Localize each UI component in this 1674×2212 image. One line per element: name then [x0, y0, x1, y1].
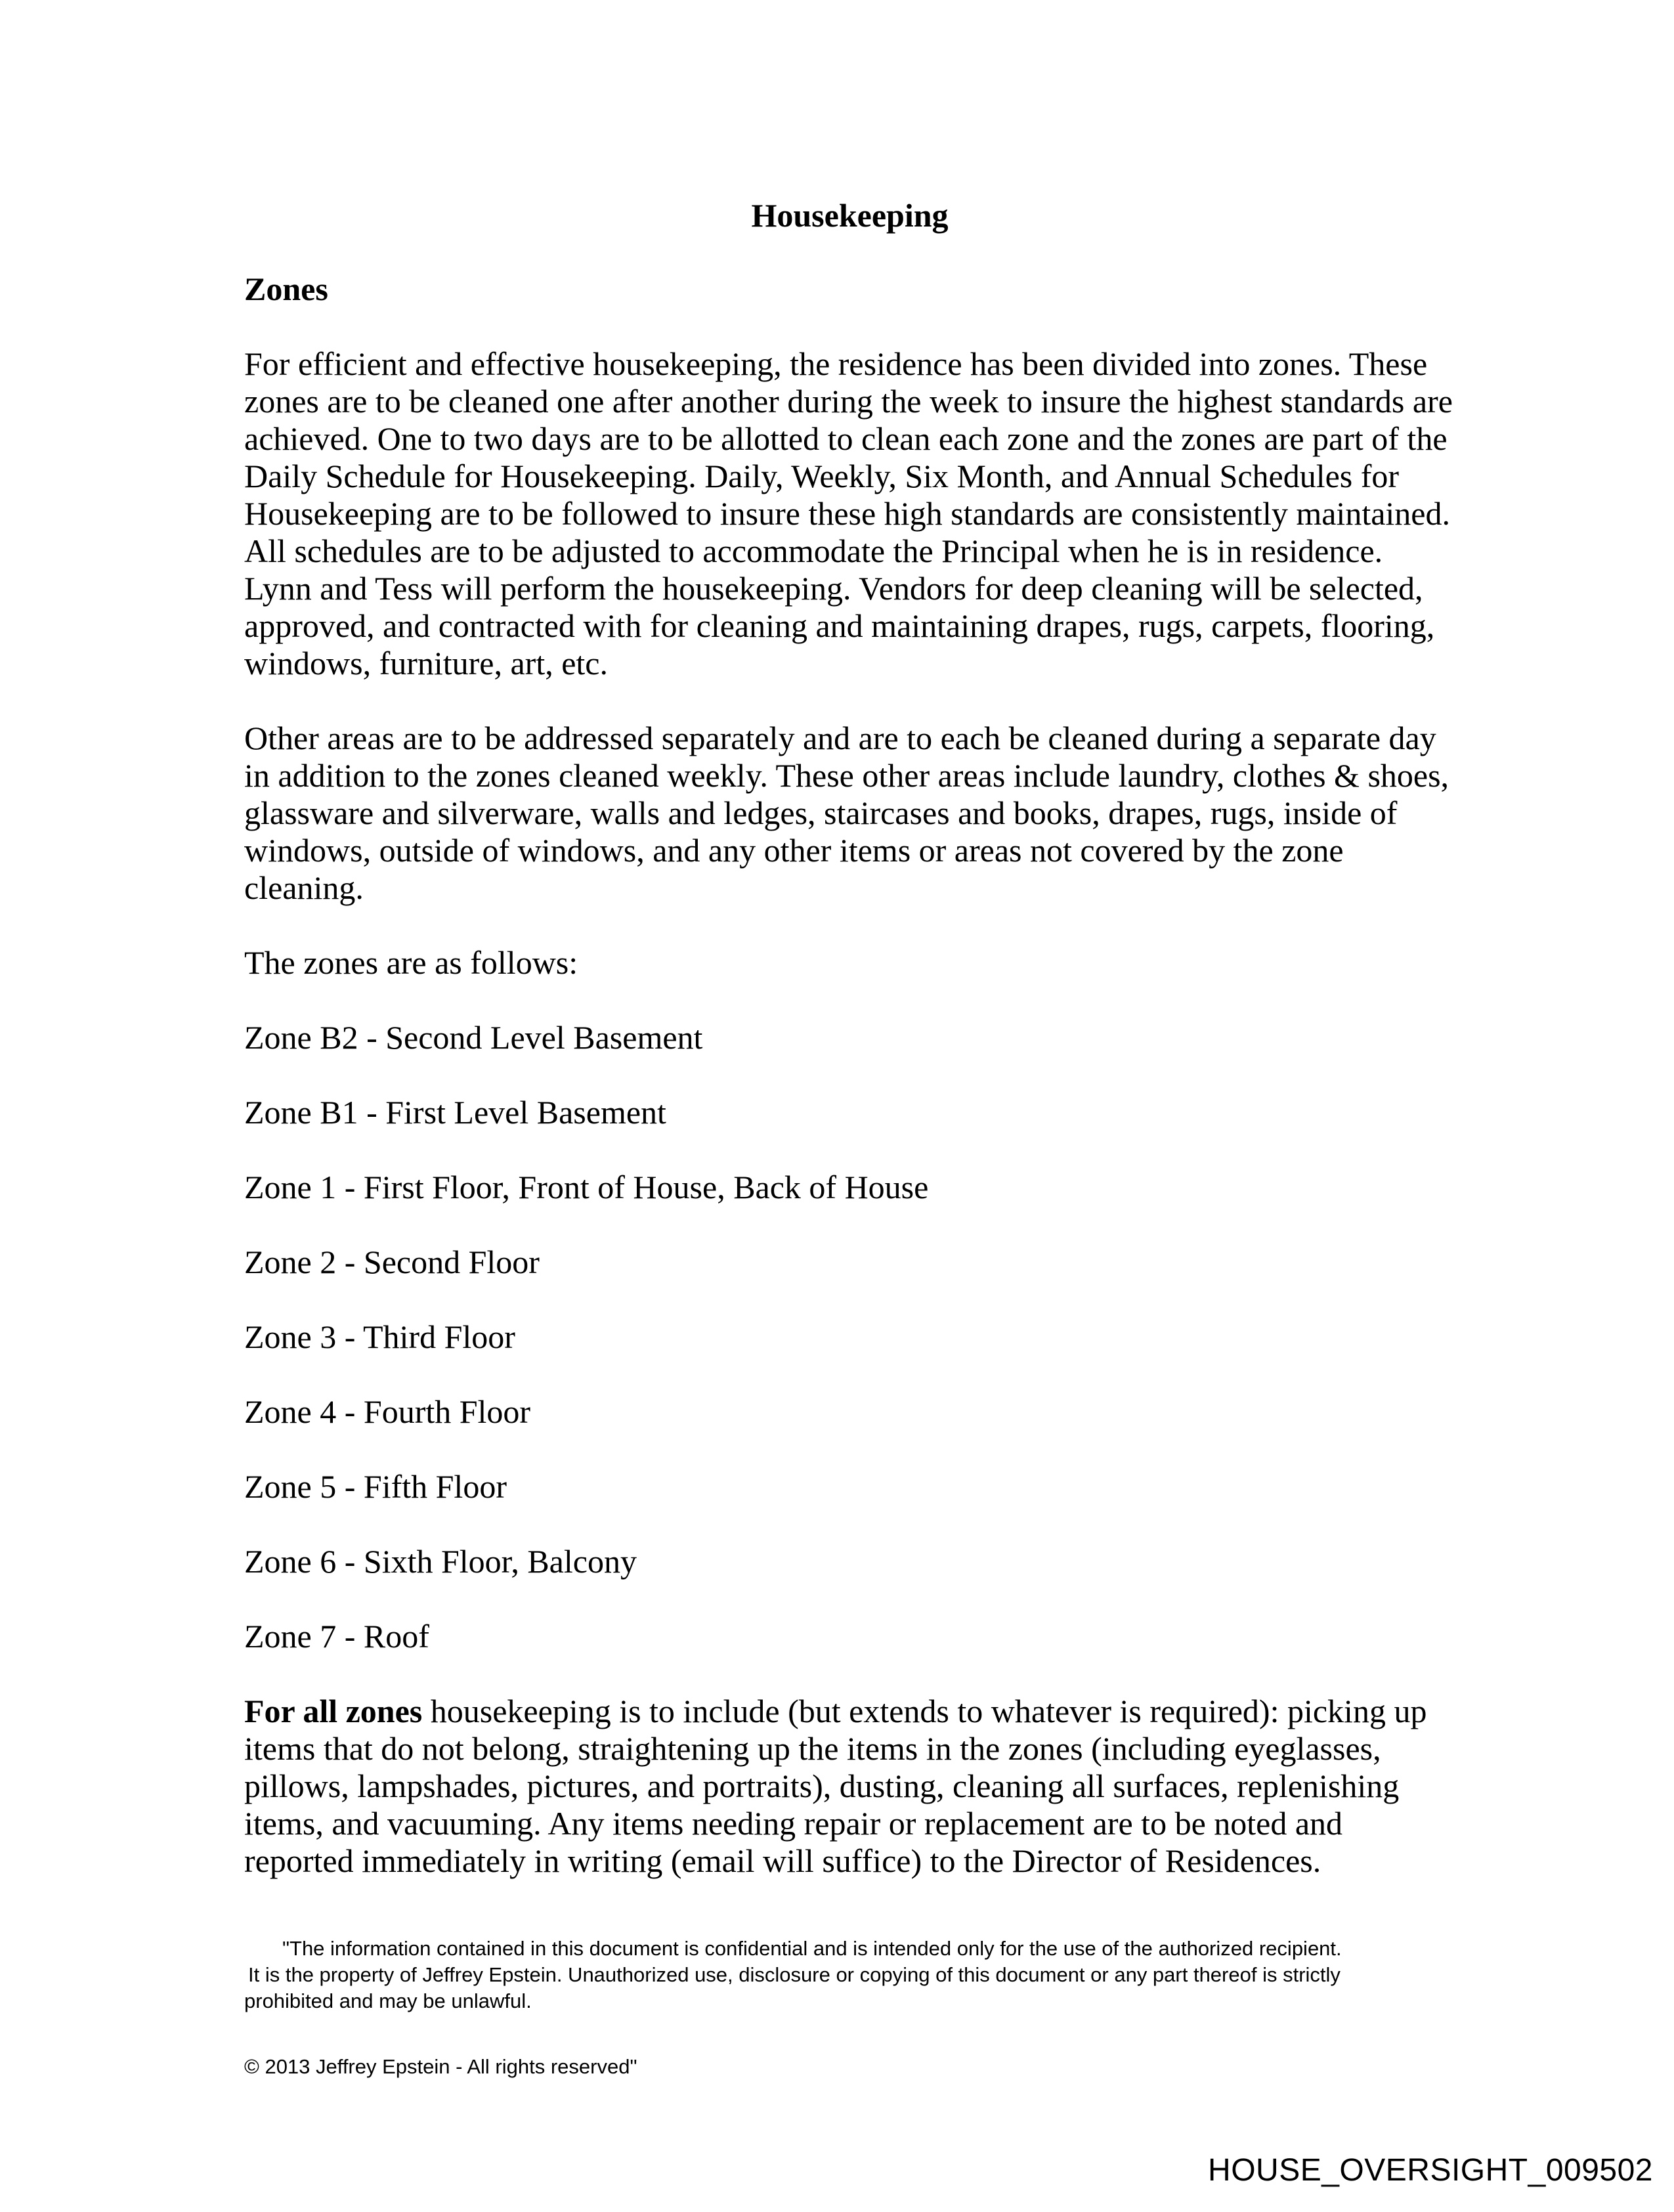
zones-list: [244, 1019, 1455, 1655]
bates-number: HOUSE_OVERSIGHT_009502: [1208, 2153, 1653, 2188]
zone-list-item: Zone B2 - Second Level Basement: [244, 1019, 703, 1056]
copyright-line: © 2013 Jeffrey Epstein - All rights reserved": [244, 2055, 637, 2078]
zone-list-item: Zone B1 - First Level Basement: [244, 1094, 666, 1131]
section-heading-zones: Zones: [244, 271, 328, 307]
disclaimer-line: "The information contained in this document is confidential and is intended only for the use of the authorized recipient.: [282, 1937, 1342, 1960]
zone-list-item: Zone 6 - Sixth Floor, Balcony: [244, 1543, 637, 1580]
for-all-zones-body-text: housekeeping is to include (but extends to whatever is required): picking up items that do not belong, straightening up the items in the zones (including eyeglasses, pillows, lampshades, pictures, and portraits), dusting, cleaning all surfaces, replenishing items, and vacuuming. Any items needing repair or replacement are to be noted and reported immediately in writing (email will suffice) to the Director of Residences.: [244, 1693, 1427, 1879]
zone-list-item: Zone 7 - Roof: [244, 1618, 429, 1655]
paragraph-other-areas: Other areas are to be addressed separately and are to each be cleaned during a separate day in addition to the zones cleaned weekly. These other areas include laundry, clothes & shoes, glassware and silverware, walls and ledges, staircases and books, drapes, rugs, inside of windows, outside of windows, and any other items or areas not covered by the zone cleaning.: [244, 720, 1449, 906]
zone-list-item: Zone 3 - Third Floor: [244, 1318, 515, 1355]
paragraph-zones-overview: For efficient and effective housekeeping, the residence has been divided into zones. These zones are to be cleaned one after another during the week to insure the highest standards are achieved. One to two days are to be allotted to clean each zone and the zones are part of the Daily Schedule for Housekeeping. Daily, Weekly, Six Month, and Annual Schedules for Housekeeping are to be followed to insure these high standards are consistently maintained. All schedules are to be adjusted to accommodate the Principal when he is in residence. Lynn and Tess will perform the housekeeping. Vendors for deep cleaning will be selected, approved, and contracted with for cleaning and maintaining drapes, rugs, carpets, flooring, windows, furniture, art, etc.: [244, 345, 1453, 682]
zone-list-item: Zone 4 - Fourth Floor: [244, 1393, 531, 1430]
paragraph-for-all-zones: [244, 1693, 1455, 1880]
zone-list-item: Zone 5 - Fifth Floor: [244, 1468, 507, 1505]
confidentiality-disclaimer: [244, 1936, 1455, 2014]
page-title: Housekeeping: [751, 197, 949, 234]
document-content: [244, 197, 1455, 2080]
disclaimer-line: prohibited and may be unlawful.: [244, 1989, 532, 2012]
for-all-zones-bold-label: For all zones: [244, 1693, 423, 1729]
disclaimer-line: It is the property of Jeffrey Epstein. Unauthorized use, disclosure or copying of this document or any part thereof is strictly: [248, 1963, 1341, 1986]
zone-list-item: Zone 2 - Second Floor: [244, 1244, 540, 1280]
zone-list-item: Zone 1 - First Floor, Front of House, Back of House: [244, 1169, 929, 1205]
zones-intro-line: The zones are as follows:: [244, 944, 578, 981]
